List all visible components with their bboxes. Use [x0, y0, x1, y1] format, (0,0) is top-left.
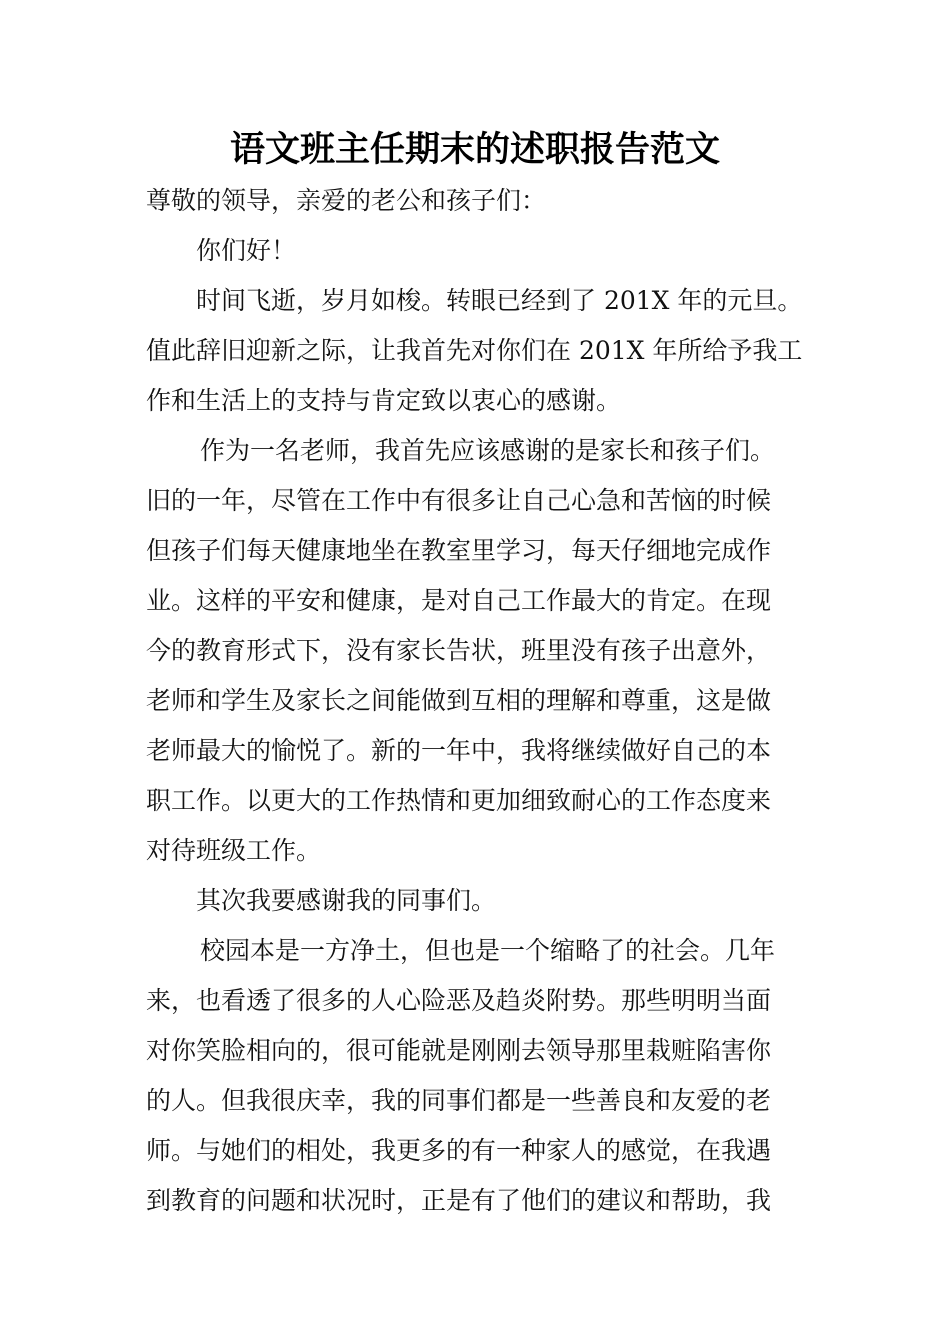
paragraph-2-line-7: 老师最大的愉悦了。新的一年中，我将继续做好自己的本	[146, 736, 772, 765]
paragraph-2-line-5: 今的教育形式下，没有家长告状，班里没有孩子出意外，	[146, 636, 772, 665]
paragraph-1-line-1: 时间飞逝，岁月如梭。转眼已经到了 201X 年的元旦。	[196, 286, 803, 315]
paragraph-2-line-8: 职工作。以更大的工作热情和更加细致耐心的工作态度来	[146, 786, 772, 815]
paragraph-1-line-3: 作和生活上的支持与肯定致以衷心的感谢。	[146, 386, 622, 415]
paragraph-2-line-3: 但孩子们每天健康地坐在教室里学习，每天仔细地完成作	[146, 536, 772, 565]
paragraph-2-line-2: 旧的一年，尽管在工作中有很多让自己心急和苦恼的时候	[146, 486, 772, 515]
paragraph-4-line-6: 到教育的问题和状况时，正是有了他们的建议和帮助，我	[146, 1186, 772, 1215]
salutation-line: 尊敬的领导，亲爱的老公和孩子们：	[146, 186, 547, 215]
paragraph-2-line-1: 作为一名老师，我首先应该感谢的是家长和孩子们。	[200, 436, 776, 465]
paragraph-2-line-4: 业。这样的平安和健康，是对自己工作最大的肯定。在现	[146, 586, 772, 615]
paragraph-4-line-2: 来，也看透了很多的人心险恶及趋炎附势。那些明明当面	[146, 986, 772, 1015]
document-body	[146, 176, 806, 1226]
greeting-line: 你们好！	[196, 236, 297, 265]
paragraph-4-line-3: 对你笑脸相向的，很可能就是刚刚去领导那里栽赃陷害你	[146, 1036, 772, 1065]
paragraph-3-line-1: 其次我要感谢我的同事们。	[196, 886, 497, 915]
paragraph-2-line-9: 对待班级工作。	[146, 836, 322, 865]
document-title: 语文班主任期末的述职报告范文	[229, 130, 720, 170]
paragraph-4-line-1: 校园本是一方净土，但也是一个缩略了的社会。几年	[200, 936, 776, 965]
paragraph-1-line-2: 值此辞旧迎新之际，让我首先对你们在 201X 年所给予我工	[146, 336, 803, 365]
paragraph-4-line-5: 师。与她们的相处，我更多的有一种家人的感觉，在我遇	[146, 1136, 772, 1165]
paragraph-2-line-6: 老师和学生及家长之间能做到互相的理解和尊重，这是做	[146, 686, 772, 715]
paragraph-4-line-4: 的人。但我很庆幸，我的同事们都是一些善良和友爱的老	[146, 1086, 772, 1115]
